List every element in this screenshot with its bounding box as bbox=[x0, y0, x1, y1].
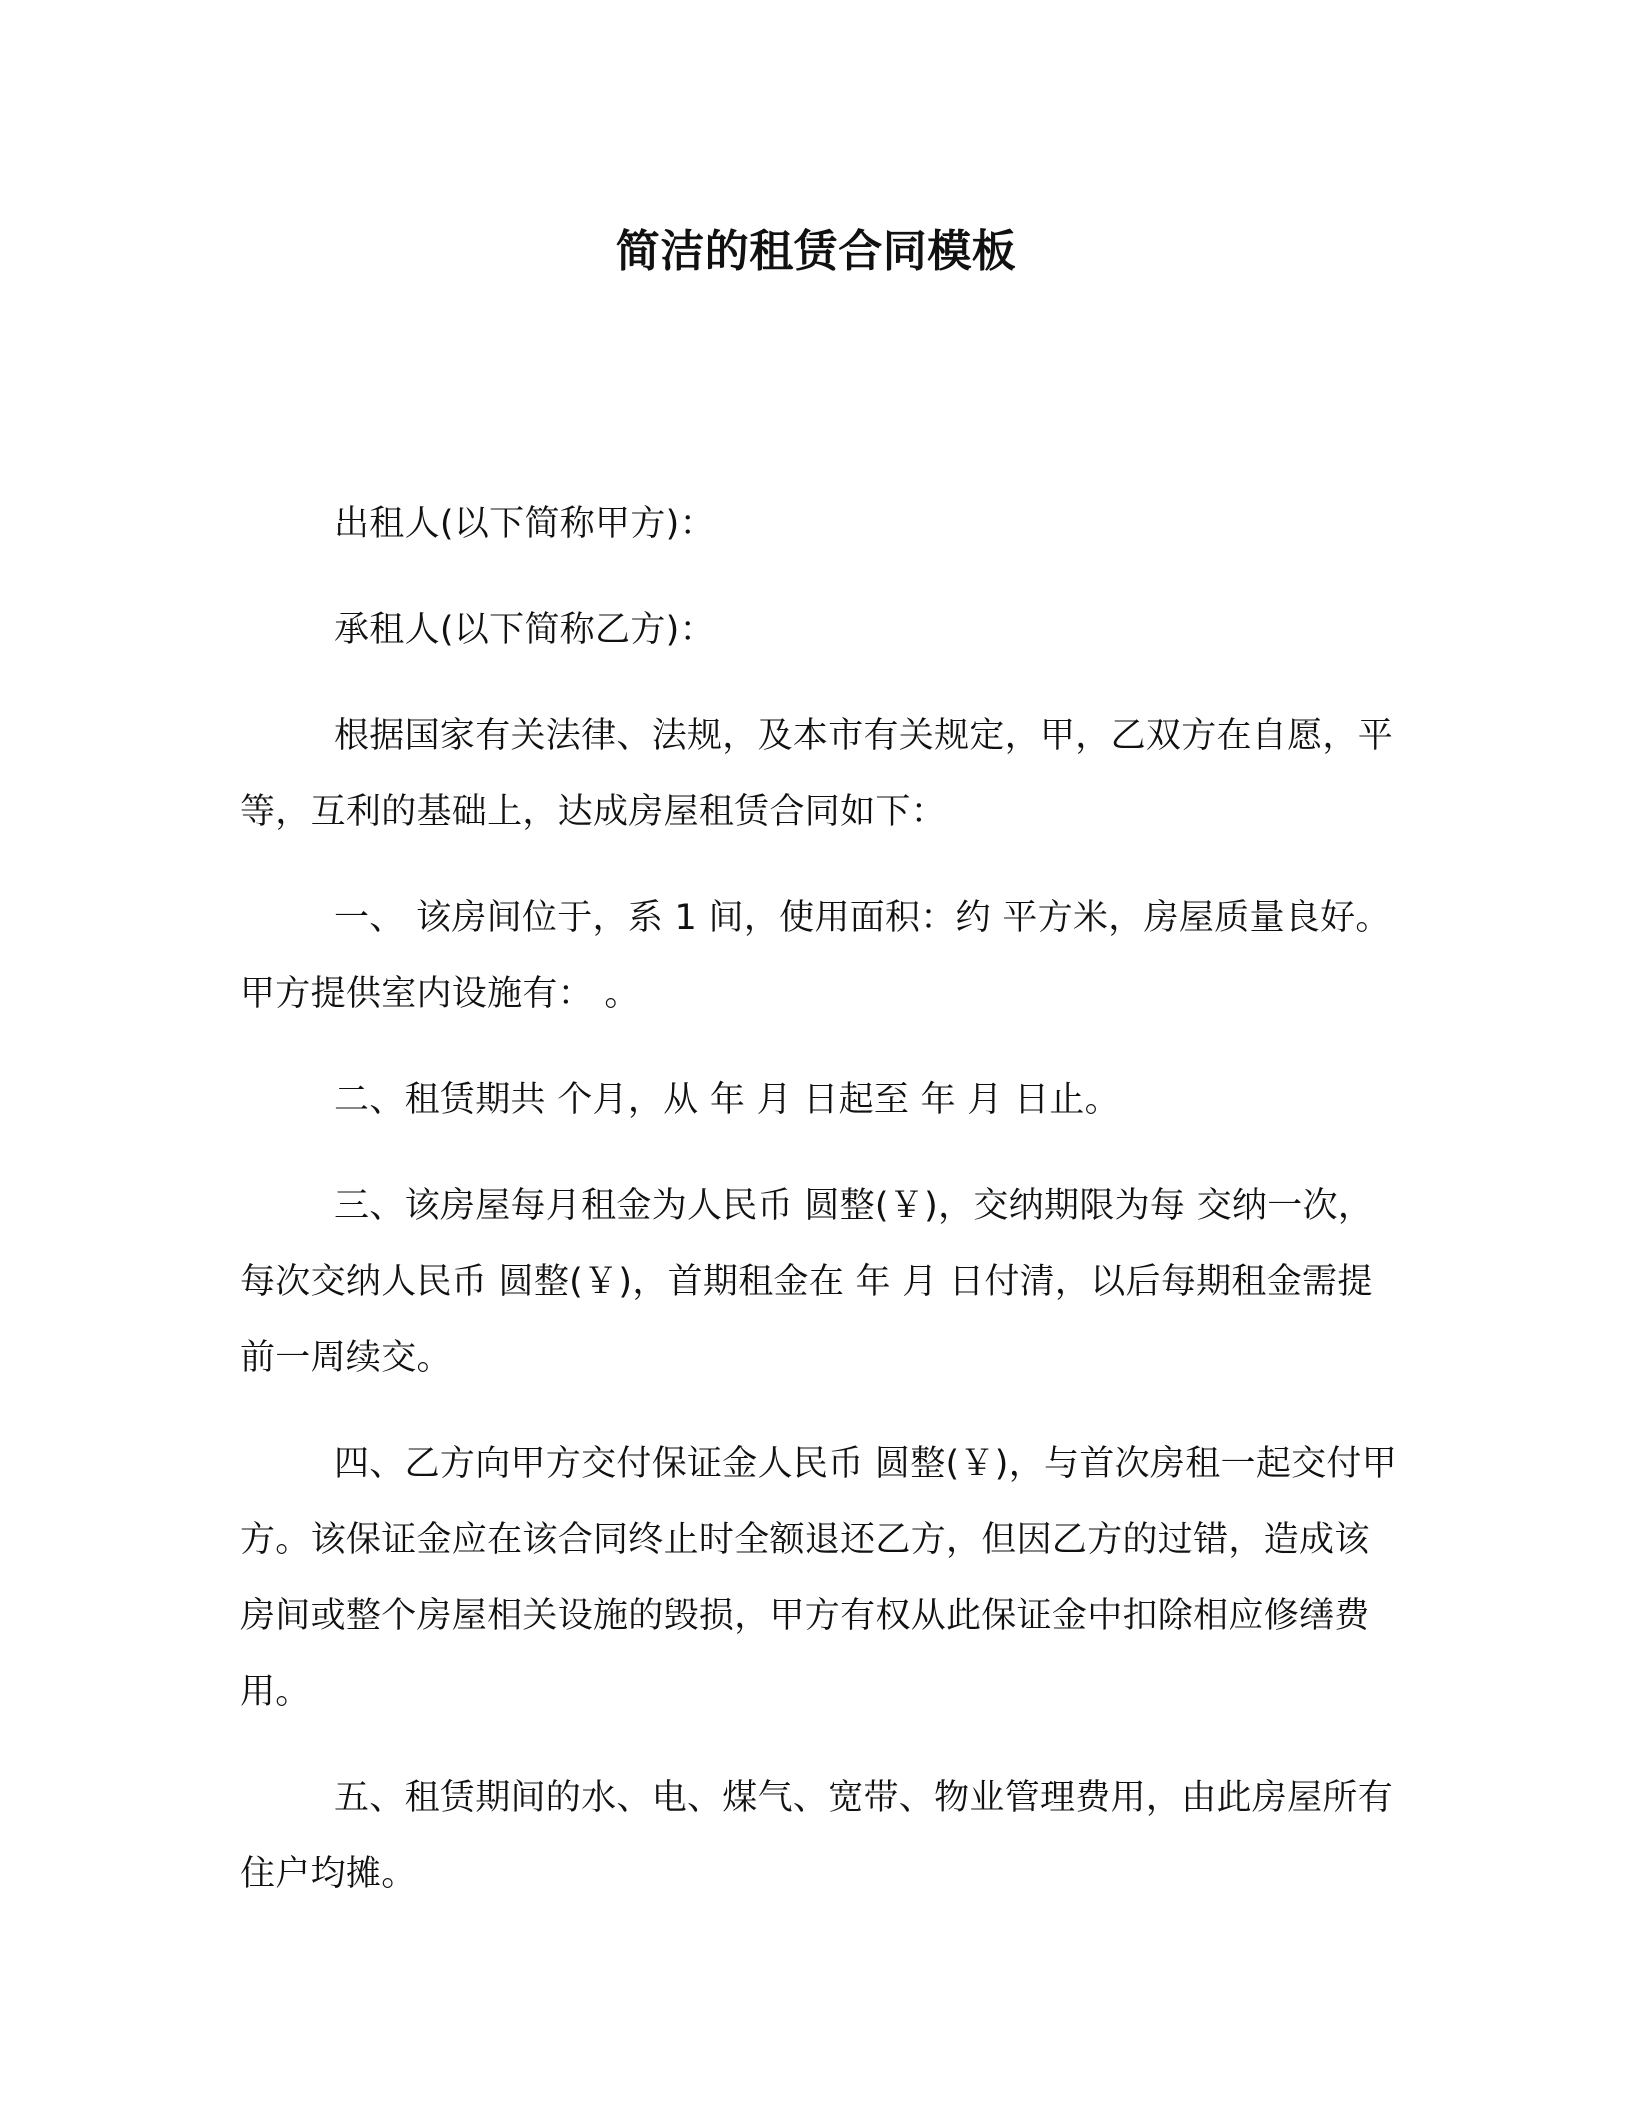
paragraph-clause-5: 五、租赁期间的水、电、煤气、宽带、物业管理费用，由此房屋所有住户均摊。 bbox=[240, 1778, 1394, 1894]
paragraph-lessor: 出租人(以下简称甲方)： bbox=[334, 504, 715, 544]
paragraph-clause-3: 三、该房屋每月租金为人民币 圆整(￥)，交纳期限为每 交纳一次，每次交纳人民币 圆整(￥)，首期租金在 年 月 日付清，以后每期租金需提前一周续交。 bbox=[240, 1186, 1374, 1378]
paragraph-lessee: 承租人(以下简称乙方)： bbox=[334, 610, 715, 650]
paragraph-clause-1: 一、 该房间位于，系 1 间，使用面积：约 平方米，房屋质量良好。甲方提供室内设施有： 。 bbox=[240, 898, 1391, 1014]
paragraph-clause-2: 二、租赁期共 个月，从 年 月 日起至 年 月 日止。 bbox=[334, 1080, 1120, 1120]
paragraph-intro: 根据国家有关法律、法规，及本市有关规定，甲，乙双方在自愿，平等，互利的基础上，达成房屋租赁合同如下： bbox=[240, 716, 1394, 832]
paragraph-clause-4: 四、乙方向甲方交付保证金人民币 圆整(￥)，与首次房租一起交付甲方。该保证金应在该合同终止时全额退还乙方，但因乙方的过错，造成该房间或整个房屋相关设施的毁损，甲方有权从此保证金中扣除相应修缮费用。 bbox=[240, 1444, 1398, 1712]
document-title: 简洁的租赁合同模板 bbox=[615, 226, 1017, 277]
document-body bbox=[240, 486, 1400, 1912]
